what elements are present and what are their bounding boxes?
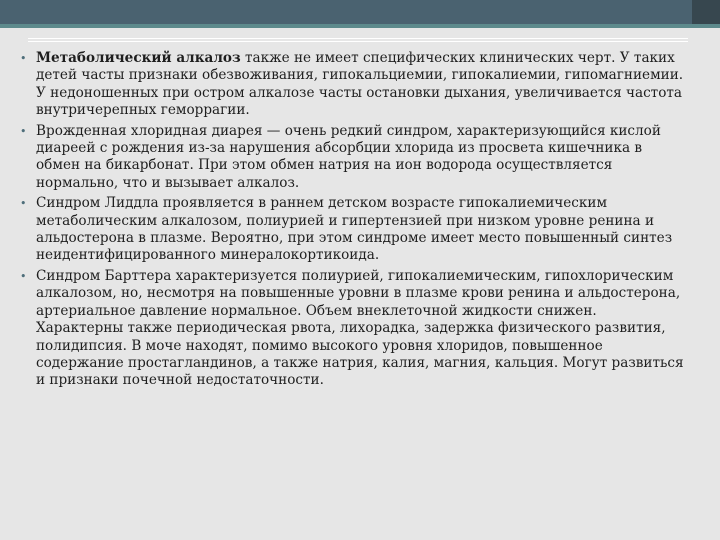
- bullet-icon: •: [20, 52, 27, 65]
- bullet-text: Синдром Барттера характеризуется полиурией, гипокалиемическим, гипохлорическим алкалозом, но, несмотря на повышенные уровни в плазме крови ренина и альдостерона, артериальное давление нормальное. Объем внеклеточной жидкости снижен. Характерны также периодическая рвота, лихорадка, задержка физического развития, полидипсия. В моче находят, помимо высокого уровня хлоридов, повышенное содержание простагландинов, а также натрия, калия, магния, кальция. Могут развиться и признаки почечной недостаточности.: [36, 267, 684, 389]
- bullet-icon: •: [20, 197, 27, 211]
- slide-top-bar: [0, 0, 720, 24]
- slide-top-bar-corner: [692, 0, 720, 24]
- bullet-list: [20, 50, 688, 390]
- bullet-text: также не имеет специфических клинических черт. У таких детей часты признаки обезвоживания, гипокальциемии, гипокалиемии, гипомагниемии. У недоношенных при остром алкалозе часты остановки дыхания, увеличивается частота внутричерепных геморрагии.: [36, 50, 684, 119]
- slide-accent-line: [0, 24, 720, 28]
- bullet-lead: Метаболический алкалоз: [36, 50, 241, 66]
- slide-top-bar-accent: [0, 0, 692, 24]
- bullet-text: Врожденная хлоридная диарея — очень редкий синдром, характеризующийся кислой диареей с рождения из-за нарушения абсорбции хлорида из просвета кишечника в обмен на бикарбонат. При этом обмен натрия на ион водорода осуществляется нормально, что и вызывает алкалоз.: [36, 122, 661, 191]
- bullet-item: [20, 123, 688, 193]
- slide-title-rule: [28, 38, 688, 39]
- bullet-item: [20, 268, 688, 390]
- bullet-text: Синдром Лиддла проявляется в раннем детском возрасте гипокалиемическим метаболическим алкалозом, полиурией и гипертензией при низком уровне ренина и альдостерона в плазме. Вероятно, при этом синдроме имеет место повышенный синтез неидентифицированного минералокортикоида.: [36, 195, 673, 264]
- bullet-item: [20, 195, 688, 265]
- bullet-item: [20, 50, 688, 120]
- bullet-icon: •: [20, 124, 27, 138]
- bullet-icon: •: [20, 269, 27, 283]
- slide-body: [20, 50, 688, 393]
- slide-title-rule-2: [28, 41, 688, 42]
